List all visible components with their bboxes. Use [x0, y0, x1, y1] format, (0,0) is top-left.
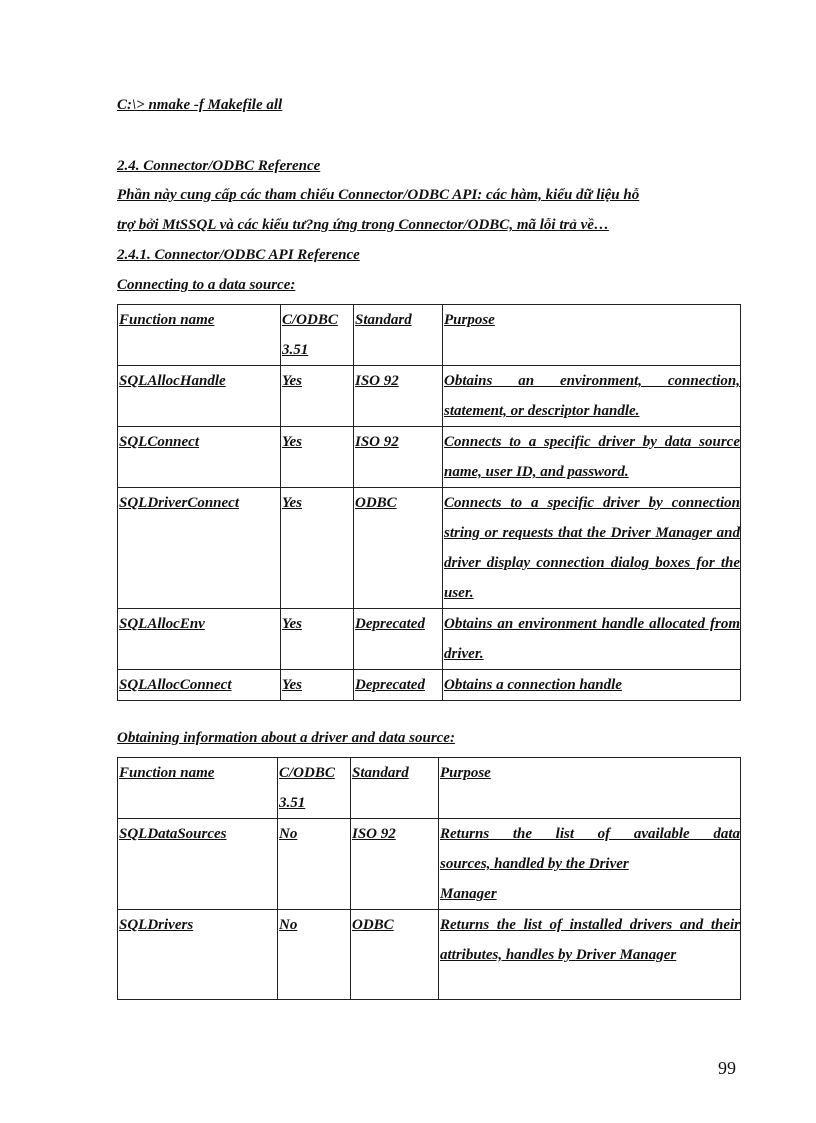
header-cell: Standard [351, 758, 439, 819]
section-heading: 2.4. Connector/ODBC Reference [117, 158, 321, 174]
table-row [118, 427, 741, 488]
table-row [118, 819, 741, 910]
table-header-row [118, 758, 741, 819]
header-cell: C/ODBC 3.51 [278, 758, 351, 819]
section-intro-line: trợ bởi MtSSQL và các kiểu tư?ng ứng trong Connector/ODBC, mã lỗi trả về… [117, 217, 609, 233]
function-cell: SQLAllocEnv [118, 609, 281, 670]
codbc-cell: No [278, 819, 351, 910]
codbc-cell: Yes [281, 366, 354, 427]
function-cell: SQLConnect [118, 427, 281, 488]
codbc-cell: No [278, 910, 351, 1000]
driver-info-table [117, 757, 741, 1000]
page-number: 99 [718, 1058, 736, 1078]
standard-cell: ISO 92 [354, 366, 443, 427]
connect-functions-table [117, 304, 741, 701]
command-line: C:\> nmake -f Makefile all [117, 97, 283, 113]
purpose-cell: Returns the list of installed drivers and their attributes, handles by Driver Manager [439, 910, 741, 1000]
codbc-cell: Yes [281, 670, 354, 701]
standard-cell: ODBC [354, 488, 443, 609]
table2-caption: Obtaining information about a driver and data source: [117, 730, 455, 746]
standard-cell: Deprecated [354, 609, 443, 670]
table-row [118, 670, 741, 701]
header-cell: Standard [354, 305, 443, 366]
function-cell: SQLDriverConnect [118, 488, 281, 609]
table-row [118, 366, 741, 427]
function-cell: SQLDrivers [118, 910, 278, 1000]
purpose-cell: Connects to a specific driver by data source name, user ID, and password. [443, 427, 741, 488]
header-cell: C/ODBC 3.51 [281, 305, 354, 366]
table-row [118, 910, 741, 1000]
purpose-cell: Obtains an environment, connection, statement, or descriptor handle. [443, 366, 741, 427]
section-intro [117, 180, 743, 240]
function-cell: SQLDataSources [118, 819, 278, 910]
codbc-cell: Yes [281, 609, 354, 670]
purpose-cell: Obtains a connection handle [443, 670, 741, 701]
header-cell: Function name [118, 758, 278, 819]
table-header-row [118, 305, 741, 366]
purpose-cell: Returns the list of available data sources, handled by the Driver Manager [439, 819, 741, 910]
function-cell: SQLAllocConnect [118, 670, 281, 701]
subsection-heading: 2.4.1. Connector/ODBC API Reference [117, 247, 360, 263]
codbc-cell: Yes [281, 488, 354, 609]
standard-cell: Deprecated [354, 670, 443, 701]
purpose-cell: Obtains an environment handle allocated from driver. [443, 609, 741, 670]
table-row [118, 488, 741, 609]
section-intro-line: Phần này cung cấp các tham chiếu Connector/ODBC API: các hàm, kiểu dữ liệu hỗ [117, 187, 640, 203]
header-cell: Purpose [439, 758, 741, 819]
codbc-cell: Yes [281, 427, 354, 488]
standard-cell: ODBC [351, 910, 439, 1000]
function-cell: SQLAllocHandle [118, 366, 281, 427]
table1-caption: Connecting to a data source: [117, 277, 296, 293]
header-cell: Function name [118, 305, 281, 366]
standard-cell: ISO 92 [351, 819, 439, 910]
table-row [118, 609, 741, 670]
header-cell: Purpose [443, 305, 741, 366]
purpose-cell: Connects to a specific driver by connection string or requests that the Driver Manager and driver display connection dialog boxes for the user. [443, 488, 741, 609]
standard-cell: ISO 92 [354, 427, 443, 488]
